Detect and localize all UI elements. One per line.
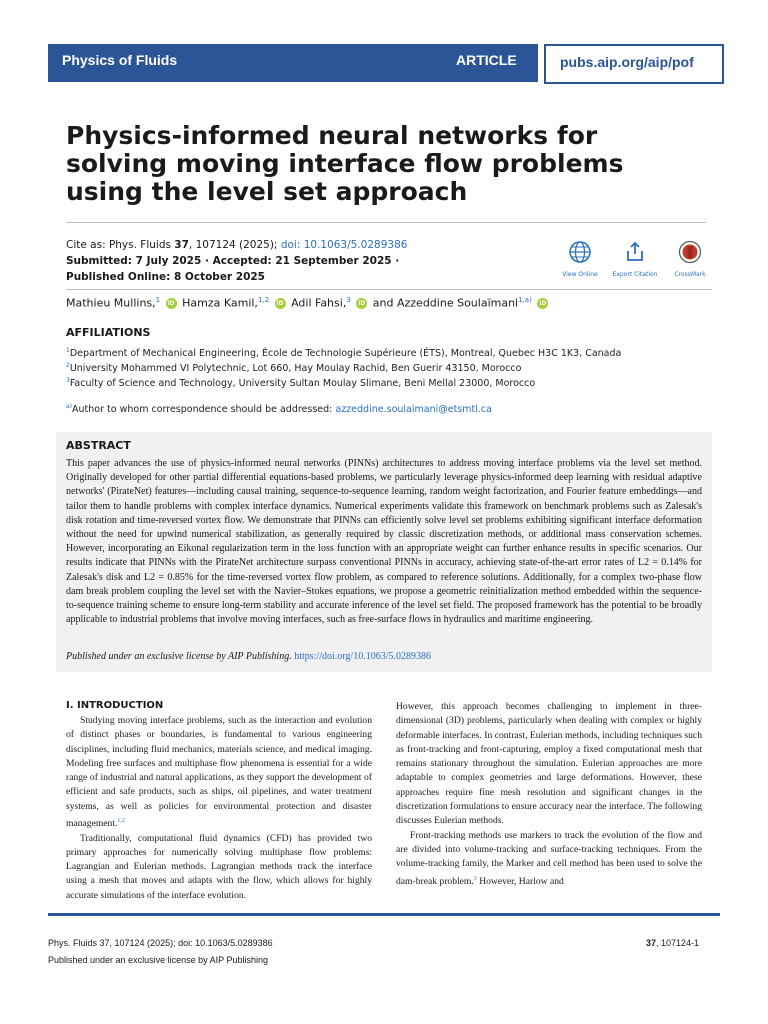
paragraph-text: However, Harlow and — [476, 875, 564, 887]
page-id: , 107124-1 — [656, 938, 700, 948]
affiliation-text: Faculty of Science and Technology, University Sultan Moulay Slimane, Beni Mellal 23000, Morocco — [69, 378, 536, 390]
affiliation-item — [66, 347, 621, 359]
author-name[interactable]: Hamza Kamil, — [182, 296, 258, 310]
abstract-heading: ABSTRACT — [66, 439, 131, 452]
license-note — [66, 651, 431, 662]
body-column-left — [66, 700, 372, 903]
export-citation-label: Export Citation — [612, 271, 658, 278]
body-paragraph: However, this approach becomes challenging to implement in three-dimensional (3D) problems, particularly when dealing with complex or highly deformable interfaces. In contrast, Eulerian methods, including techniques such as front-tracking and front-capturing, employ a fixed computational mesh that remains stationary throughout the simulation. Eulerian approaches are more adaptable to complex geometries and large deformations. However, these approaches require fine mesh resolution and significant changes in the discretization formulations to ensure accuracy near the interface. The following discusses Eulerian methods. — [396, 701, 702, 827]
author-list — [66, 296, 550, 310]
orcid-icon[interactable]: iD — [358, 300, 366, 308]
affiliation-marker: 3 — [346, 296, 351, 304]
orcid-icon[interactable]: iD — [167, 300, 175, 308]
paragraph-text: Front-tracking methods use markers to track the evolution of the flow and are divided into volume-tracking and surface-tracking techniques. From the volume-tracking family, the Marker and cell method has been used to solve the dam-break problem. — [396, 829, 702, 887]
article-type: ARTICLE — [456, 52, 517, 68]
divider — [66, 222, 706, 223]
article-actions — [555, 240, 715, 280]
crossmark-icon — [678, 240, 702, 264]
orcid-icon[interactable]: iD — [276, 300, 284, 308]
author-name[interactable]: and Azzeddine Soulaïmani — [372, 296, 519, 310]
affiliation-number: 1 — [66, 347, 70, 354]
correspondence-label: Author to whom correspondence should be addressed: — [72, 404, 336, 416]
author-name[interactable]: Adil Fahsi, — [291, 296, 347, 310]
abstract-text: This paper advances the use of physics-informed neural networks (PINNs) architectures to address moving interface problems via the level set method. Originally developed for other partial differential equations-based problems, we particularly leverage physics-informed deep learning with residual adaptive networks' (PirateNet) features—including causal training, sequence-to-sequence learning, random weight factorization, and Fourier feature embeddings—and tailor them to handle problems with complex interface dynamics. Numerical experiments validate this framework on benchmark problems such as Zalesak's disk rotation and time-reversed vortex flow. We demonstrate that PINNs can efficiently solve level set problems exhibiting significant interface deformation without the need for upwind numerical stabilization, as generally required by classic discretization methods, or additional mass conservation schemes. However, incorporating an Eikonal regularization term in the loss function with an appropriate weight can further enhance results in specific scenarios. Our results indicate that PINNs with the PirateNet architecture surpass conventional PINNs in accuracy, achieving state-of-the-art error rates of L2 = 0.14% for Zalesak's disk and L2 = 0.85% for the time-reversed vortex flow problem, as compared to reference solutions. Additionally, for a complex two-phase flow dam break problem coupling the level set with the Navier–Stokes equations, we propose a geometric reinitialization method embedded within the sequence-to-sequence training scheme to ensure long-term stability and accurate inference of the level set field. The proposed framework has the potential to be broadly applicable to industrial problems that involve moving interfaces, such as free-surface flows in hydraulics and maritime engineering. — [66, 458, 702, 626]
cite-volume: 37 — [174, 239, 189, 251]
body-paragraph — [66, 714, 372, 832]
footer-license: Published under an exclusive license by AIP Publishing — [48, 955, 268, 965]
affiliation-number: 2 — [66, 362, 70, 369]
affiliation-item — [66, 377, 535, 389]
export-citation-button[interactable] — [610, 240, 660, 278]
journal-url-box[interactable] — [544, 44, 724, 84]
section-heading: I. INTRODUCTION — [66, 700, 164, 711]
paragraph-text: Studying moving interface problems, such as the interaction and evolution of distinct phases or boundaries, is fundamental to various engineering disciplines, including fluid mechanics, materials science, and medical imaging. Modeling free surfaces and multiphase flow phenomena is essential for a wide range of industrial and natural applications, as they support the development of efficient and safe products, such as ships, oil pipelines, and water treatment systems, as well as policies for environmental protection and disaster management. — [66, 715, 372, 830]
crossmark-button[interactable] — [665, 240, 715, 278]
correspondence-email[interactable]: azzeddine.soulaimani@etsmtl.ca — [335, 404, 492, 416]
correspondence-marker: a) — [66, 403, 73, 410]
globe-icon — [568, 240, 592, 264]
affiliation-marker: 1,2 — [257, 296, 270, 304]
divider — [66, 289, 712, 290]
affiliation-item — [66, 362, 521, 374]
view-online-button[interactable] — [555, 240, 605, 278]
journal-url[interactable]: pubs.aip.org/aip/pof — [560, 54, 694, 70]
view-online-label: View Online — [562, 271, 598, 278]
affiliation-number: 3 — [66, 377, 70, 384]
affiliation-text: University Mohammed VI Polytechnic, Lot 660, Hay Moulay Rachid, Ben Guerir 43150, Morocco — [69, 363, 522, 375]
export-icon — [623, 240, 647, 264]
page-volume: 37 — [646, 938, 657, 948]
crossmark-label: CrossMark — [674, 271, 706, 278]
body-column-right — [396, 700, 702, 889]
license-doi-link[interactable]: https://doi.org/10.1063/5.0289386 — [294, 651, 431, 662]
doi-link[interactable]: doi: 10.1063/5.0289386 — [280, 239, 408, 251]
reference-marker[interactable]: 1,2 — [117, 818, 125, 825]
correspondence-note — [66, 403, 492, 415]
author-name[interactable]: Mathieu Mullins, — [66, 296, 156, 310]
footer-citation: Phys. Fluids 37, 107124 (2025); doi: 10.1063/5.0289386 — [48, 938, 273, 948]
article-title: Physics-informed neural networks for solving moving interface flow problems using the level set approach — [66, 121, 624, 206]
page-number — [646, 938, 699, 948]
orcid-icon[interactable]: iD — [539, 300, 547, 308]
affiliation-text: Department of Mechanical Engineering, École de Technologie Supérieure (ÉTS), Montreal, Quebec H3C 1K3, Canada — [69, 348, 622, 360]
affiliation-marker: 1,a) — [518, 296, 532, 304]
citation-block — [66, 237, 407, 285]
affiliation-marker: 1 — [155, 296, 161, 304]
reference-marker[interactable]: 3 — [473, 875, 477, 882]
body-paragraph: Traditionally, computational fluid dynamics (CFD) has provided two primary approaches for numerically solving multiphase flow problems: Lagrangian and Eulerian methods. Lagrangian methods track the interface using a mesh that moves and adapts with the flow, which allows for highly accurate simulations of the interface evolution. — [66, 832, 372, 901]
submission-dates: Submitted: 7 July 2025 · Accepted: 21 September 2025 · — [66, 255, 400, 267]
footer-rule — [48, 913, 720, 916]
affiliations-heading: AFFILIATIONS — [66, 326, 151, 339]
cite-prefix: Cite as: Phys. Fluids — [66, 239, 175, 251]
journal-name[interactable]: Physics of Fluids — [62, 52, 178, 68]
license-text: Published under an exclusive license by AIP Publishing. — [66, 651, 295, 662]
published-date: Published Online: 8 October 2025 — [66, 271, 265, 283]
body-paragraph — [396, 829, 702, 889]
cite-rest: , 107124 (2025); — [188, 239, 281, 251]
